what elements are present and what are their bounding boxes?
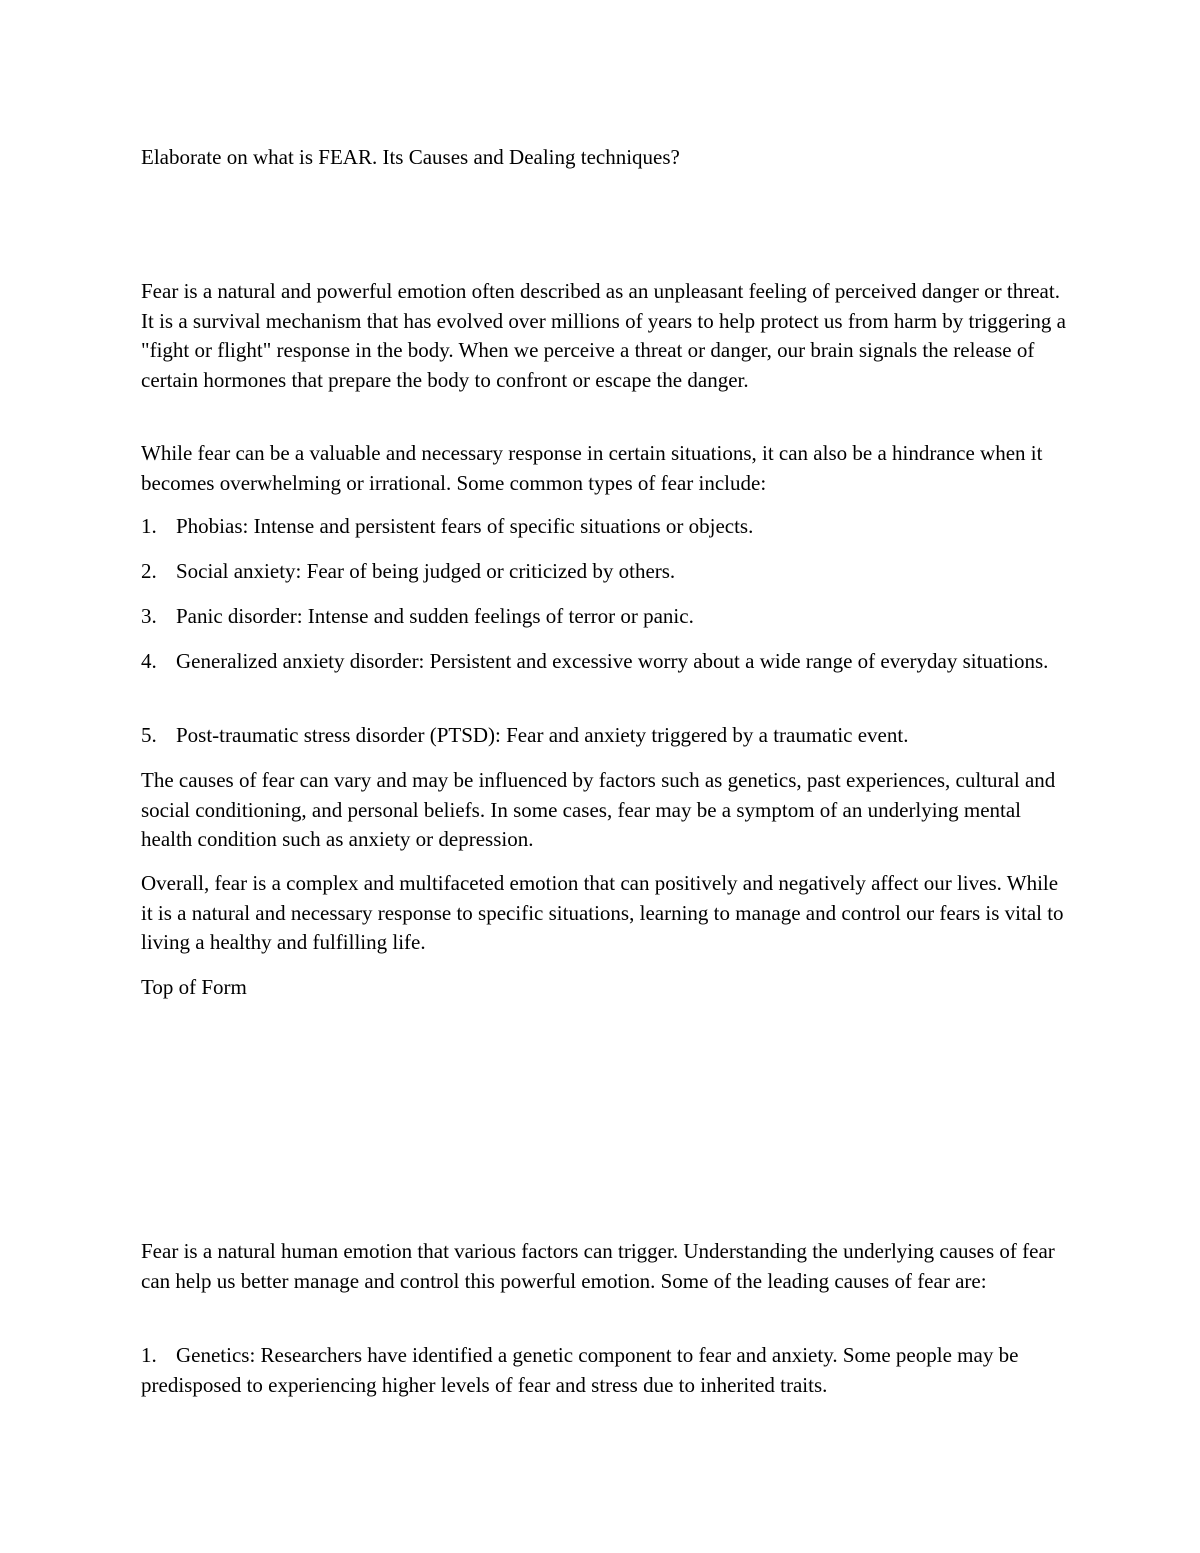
paragraph-fear-types-intro: While fear can be a valuable and necessary response in certain situations, it can also be a hindrance when it becomes overwhelming or irrational. Some common types of fear include:	[141, 441, 1043, 495]
paragraph-fear-overall: Overall, fear is a complex and multifaceted emotion that can positively and negatively affect our lives. While it is a natural and necessary response to specific situations, learning to manage and control our fears is vital to living a healthy and fulfilling life.	[141, 871, 1064, 954]
paragraph-causes-intro: Fear is a natural human emotion that various factors can trigger. Understanding the underlying causes of fear can help us better manage and control this powerful emotion. Some of the leading causes of fear are:	[141, 1239, 1055, 1293]
list-number: 3.	[141, 604, 157, 628]
list-item	[141, 721, 1066, 751]
paragraph-fear-definition: Fear is a natural and powerful emotion often described as an unpleasant feeling of perceived danger or threat. It is a survival mechanism that has evolved over millions of years to help protect us from harm by triggering a "fight or flight" response in the body. When we perceive a threat or danger, our brain signals the release of certain hormones that prepare the body to confront or escape the danger.	[141, 279, 1066, 392]
list-text: Genetics: Researchers have identified a genetic component to fear and anxiety. Some people may be predisposed to experiencing higher levels of fear and stress due to inherited traits.	[141, 1343, 1019, 1397]
list-text: Post-traumatic stress disorder (PTSD): Fear and anxiety triggered by a traumatic event.	[176, 723, 909, 747]
list-item	[141, 1341, 1066, 1400]
list-number: 1.	[141, 514, 157, 538]
form-marker: Top of Form	[141, 975, 247, 999]
list-text: Generalized anxiety disorder: Persistent and excessive worry about a wide range of everyday situations.	[176, 649, 1049, 673]
list-text: Social anxiety: Fear of being judged or criticized by others.	[176, 559, 676, 583]
list-item	[141, 647, 1066, 677]
list-number: 4.	[141, 649, 157, 673]
document-title: Elaborate on what is FEAR. Its Causes and Dealing techniques?	[141, 145, 680, 169]
list-item	[141, 512, 1066, 542]
list-number: 5.	[141, 723, 157, 747]
list-text: Panic disorder: Intense and sudden feelings of terror or panic.	[176, 604, 694, 628]
list-number: 2.	[141, 559, 157, 583]
list-number: 1.	[141, 1343, 157, 1367]
list-item	[141, 602, 1066, 632]
paragraph-fear-causes: The causes of fear can vary and may be influenced by factors such as genetics, past experiences, cultural and social conditioning, and personal beliefs. In some cases, fear may be a symptom of an underlying mental health condition such as anxiety or depression.	[141, 768, 1056, 851]
list-text: Phobias: Intense and persistent fears of specific situations or objects.	[176, 514, 754, 538]
list-item	[141, 557, 1066, 587]
